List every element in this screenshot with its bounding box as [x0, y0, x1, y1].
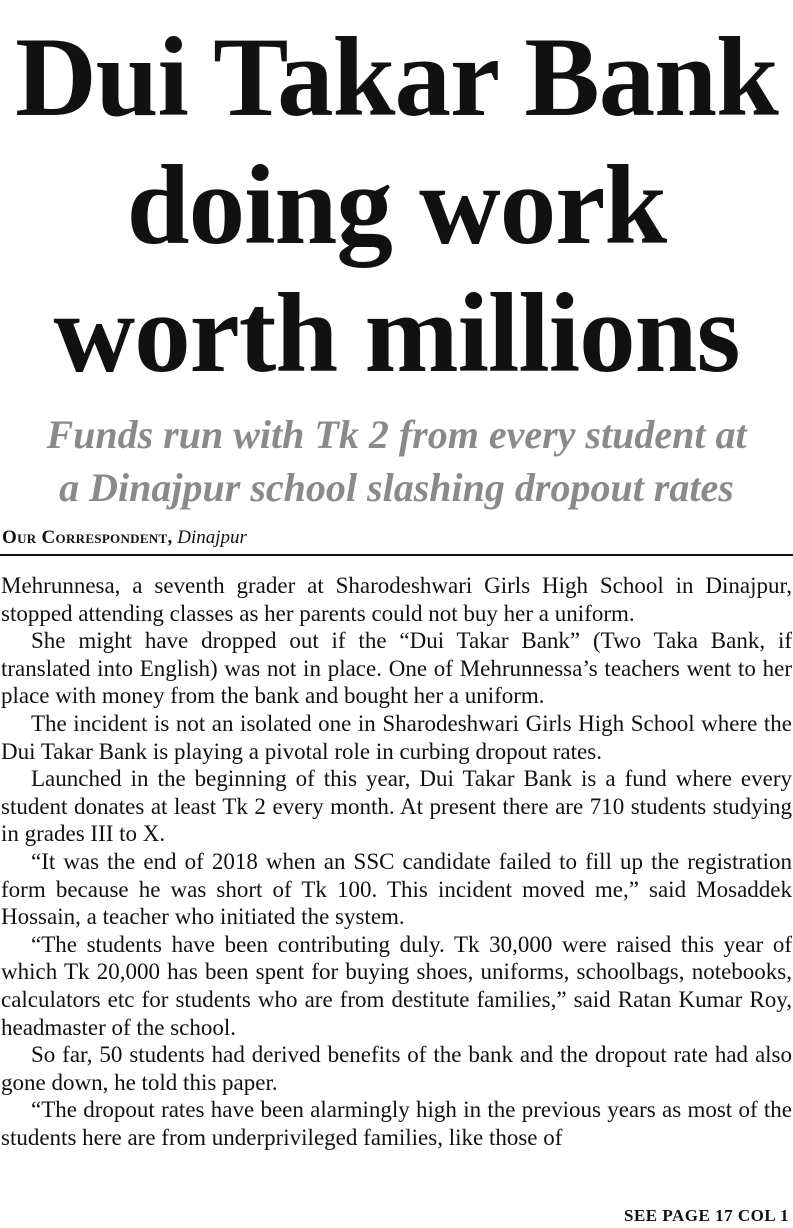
- body-paragraph: The incident is not an isolated one in Sharodeshwari Girls High School where the Dui Takar Bank is playing a pivotal role in curbing dropout rates.: [1, 710, 792, 764]
- continuation-jump: SEE PAGE 17 COL 1: [624, 1206, 789, 1225]
- headline-line: Dui Takar Bank: [15, 15, 778, 140]
- body-paragraph: Launched in the beginning of this year, Dui Takar Bank is a fund where every student donates at least Tk 2 every month. At present there are 710 students studying in grades III to X.: [1, 766, 792, 847]
- body-paragraph: Mehrunnesa, a seventh grader at Sharodeshwari Girls High School in Dinajpur, stopped attending classes as her parents could not buy her a uniform.: [1, 573, 792, 626]
- byline: [0, 526, 793, 556]
- body-paragraph: “The students have been contributing duly. Tk 30,000 were raised this year of which Tk 20,000 has been spent for buying shoes, uniforms, schoolbags, notebooks, calculators etc for students who are from destitute families,” said Ratan Kumar Roy, headmaster of the school.: [1, 931, 792, 1040]
- byline-author: Our Correspondent,: [2, 527, 173, 548]
- headline-line: doing work: [126, 143, 667, 268]
- article-body: [0, 572, 793, 1151]
- body-paragraph: “It was the end of 2018 when an SSC candidate failed to fill up the registration form because he was short of Tk 100. This incident moved me,” said Mosaddek Hossain, a teacher who initiated the system.: [1, 848, 792, 930]
- subheadline-line: a Dinajpur school slashing dropout rates: [59, 465, 734, 510]
- body-paragraph: “The dropout rates have been alarmingly high in the previous years as most of the students here are from underprivileged families, like those of: [1, 1097, 792, 1150]
- body-paragraph: So far, 50 students had derived benefits of the bank and the dropout rate had also gone down, he told this paper.: [1, 1042, 792, 1095]
- byline-dateline: Dinajpur: [177, 527, 247, 548]
- body-paragraph: She might have dropped out if the “Dui Takar Bank” (Two Taka Bank, if translated into English) was not in place. One of Mehrunnessa’s teachers went to her place with money from the bank and bought her a uniform.: [1, 628, 792, 709]
- subheadline-line: Funds run with Tk 2 from every student at: [46, 412, 747, 457]
- headline: [0, 0, 793, 398]
- subheadline: [0, 408, 793, 514]
- headline-line: worth millions: [53, 271, 740, 396]
